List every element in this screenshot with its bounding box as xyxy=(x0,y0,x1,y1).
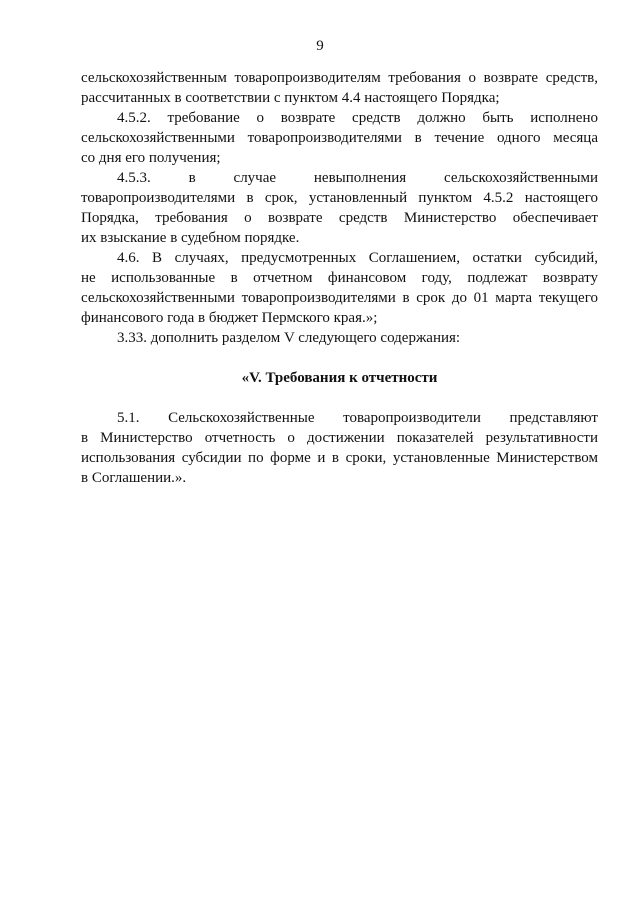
text-line: в Соглашении.». xyxy=(81,470,187,486)
text-line: в Министерство отчетность о достижении показателей результативности xyxy=(81,430,598,446)
paragraph-3-33 xyxy=(81,328,598,348)
paragraph-4-5-2 xyxy=(81,108,598,168)
text-line: 3.33. дополнить разделом V следующего содержания: xyxy=(117,330,461,346)
text-line: 4.5.3. в случае невыполнения сельскохозяйственными xyxy=(117,170,598,186)
text-line: сельскохозяйственным товаропроизводителям требования о возврате средств, xyxy=(81,70,598,86)
text-line: не использованные в отчетном финансовом году, подлежат возврату xyxy=(81,270,598,286)
text-line: 4.6. В случаях, предусмотренных Соглашением, остатки субсидий, xyxy=(117,250,598,266)
text-line: 5.1. Сельскохозяйственные товаропроизводители представляют xyxy=(117,410,598,426)
paragraph-continuation xyxy=(81,68,598,108)
text-line: финансового года в бюджет Пермского края.»; xyxy=(81,310,378,326)
paragraph-4-6 xyxy=(81,248,598,328)
text-line: использования субсидии по форме и в сроки, установленные Министерством xyxy=(81,450,598,466)
document-body xyxy=(81,68,598,488)
section-heading: «V. Требования к отчетности xyxy=(241,370,438,386)
paragraph-4-5-3 xyxy=(81,168,598,248)
text-line: рассчитанных в соответствии с пунктом 4.4 настоящего Порядка; xyxy=(81,90,500,106)
text-line: их взыскание в судебном порядке. xyxy=(81,230,300,246)
text-line: со дня его получения; xyxy=(81,150,221,166)
paragraph-5-1 xyxy=(81,408,598,488)
text-line: товаропроизводителями в срок, установленный пунктом 4.5.2 настоящего xyxy=(81,190,598,206)
text-line: 4.5.2. требование о возврате средств должно быть исполнено xyxy=(117,110,598,126)
text-line: сельскохозяйственными товаропроизводителями в течение одного месяца xyxy=(81,130,598,146)
page-number: 9 xyxy=(316,38,324,54)
text-line: Порядка, требования о возврате средств Министерство обеспечивает xyxy=(81,210,598,226)
text-line: сельскохозяйственными товаропроизводителями в срок до 01 марта текущего xyxy=(81,290,598,306)
